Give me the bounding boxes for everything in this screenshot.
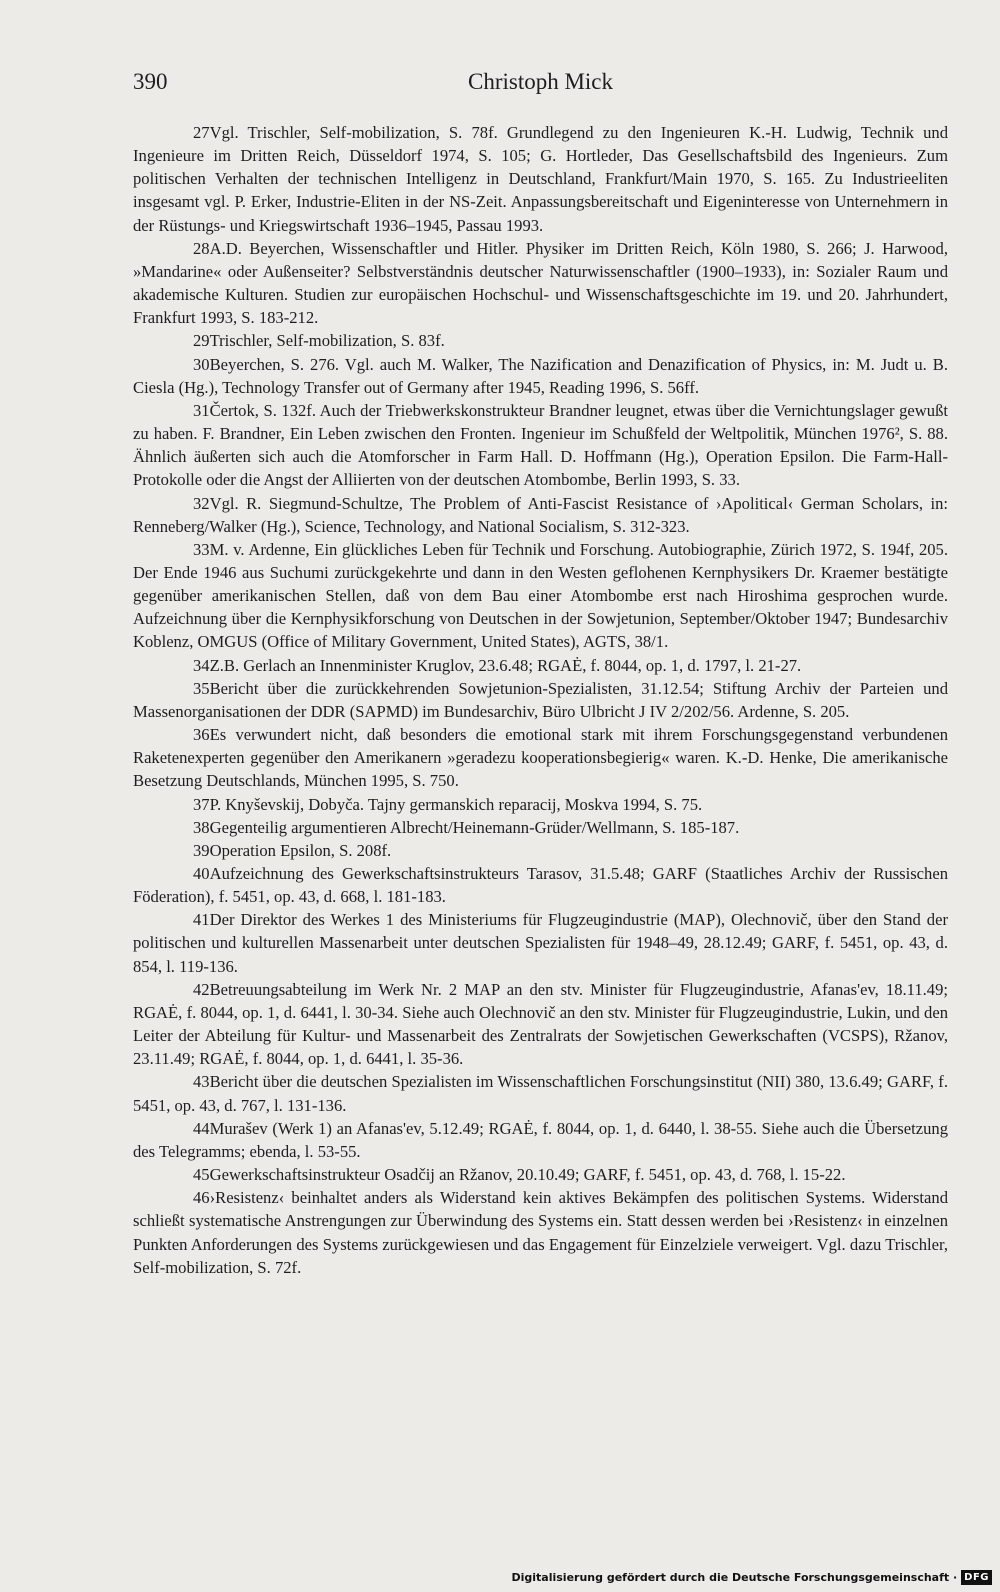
- footnote-text: M. v. Ardenne, Ein glückliches Leben für Technik und Forschung. Autobiographie, Zürich 1972, S. 194f, 205. Der Ende 1946 aus Suchumi zurückgekehrte und dann in den Westen geflohenen Kernphysikers Dr. Kraemer bestätigte gegenüber amerikanischen Stellen, daß von dem Bau einer Atombombe erst nach Hiroshima gesprochen wurde. Aufzeichnung über die Kernphysikforschung von Deutschen in der Sowjetunion, September/Oktober 1947; Bundesarchiv Koblenz, OMGUS (Office of Military Government, United States), AGTS, 38/1.: [133, 539, 948, 652]
- footnote-text: ›Resistenz‹ beinhaltet anders als Widerstand kein aktives Bekämpfen des politischen Systems. Widerstand schließt systematische Anstrengungen zur Überwindung des Systems ein. Statt dessen werden bei ›Resistenz‹ in einzelnen Punkten Anforderungen des Systems zurückgewiesen und das Engagement für Einzelziele verweigert. Vgl. dazu Trischler, Self-mobilization, S. 72f.: [133, 1188, 948, 1277]
- footnote-number: 37: [193, 794, 210, 814]
- footnotes: [133, 121, 948, 1279]
- footnote: [133, 908, 948, 977]
- footnote: [133, 1163, 948, 1186]
- running-head: [133, 64, 948, 100]
- footnote: [133, 329, 948, 352]
- footnote-text: Betreuungsabteilung im Werk Nr. 2 MAP an den stv. Minister für Flugzeugindustrie, Afanas'ev, 18.11.49; RGAĖ, f. 8044, op. 1, d. 6441, l. 30-34. Siehe auch Olechnovič an den stv. Minister für Flugzeugindustrie, Lukin, und den Leiter der Abteilung für Kultur- und Massenarbeit des Zentralrats der Sowjetischen Gewerkschaften (VCSPS), Ržanov, 23.11.49; RGAĖ, f. 8044, op. 1, d. 6441, l. 35-36.: [133, 979, 948, 1069]
- footnote-number: 34: [193, 655, 210, 675]
- footnote-text: Gegenteilig argumentieren Albrecht/Heinemann-Grüder/Wellmann, S. 185-187.: [209, 817, 740, 837]
- footnote-text: Gewerkschaftsinstrukteur Osadčij an Ržanov, 20.10.49; GARF, f. 5451, op. 43, d. 768, l. 15-22.: [209, 1165, 846, 1185]
- footnote-number: 41: [193, 910, 210, 930]
- footnote: [133, 353, 948, 399]
- footnote: [133, 793, 948, 816]
- footnote: [133, 839, 948, 862]
- footnote-text: P. Knyševskij, Dobyča. Tajny germanskich reparacij, Moskva 1994, S. 75.: [209, 794, 703, 814]
- dfg-logo: DFG: [961, 1570, 992, 1585]
- footnote-text: Trischler, Self-mobilization, S. 83f.: [209, 331, 445, 351]
- footnote-number: 28: [193, 238, 210, 258]
- footnote-number: 27: [193, 123, 210, 142]
- footnote-number: 36: [193, 725, 210, 745]
- footnote-text: Der Direktor des Werkes 1 des Ministeriums für Flugzeugindustrie (MAP), Olechnovič, über den Stand der politischen und kulturellen Massenarbeit unter deutschen Spezialisten für 1948–49, 28.12.49; GARF, f. 5451, op. 43, d. 854, l. 119-136.: [133, 910, 948, 976]
- footnote-text: Čertok, S. 132f. Auch der Triebwerkskonstrukteur Brandner leugnet, etwas über die Vernichtungslager gewußt zu haben. F. Brandner, Ein Leben zwischen den Fronten. Ingenieur im Schußfeld der Weltpolitik, München 1976², S. 88. Ähnlich äußerten sich auch die Atomforscher in Farm Hall. D. Hoffmann (Hg.), Operation Epsilon. Die Farm-Hall-Protokolle oder die Angst der Alliierten von der deutschen Atombombe, Berlin 1993, S. 33.: [133, 400, 948, 490]
- footnote: [133, 492, 948, 538]
- footnote: [133, 862, 948, 908]
- footnote-text: Vgl. Trischler, Self-mobilization, S. 78f. Grundlegend zu den Ingenieuren K.-H. Ludwig, Technik und Ingenieure im Dritten Reich, Düsseldorf 1974, S. 105; G. Hortleder, Das Gesellschaftsbild des Ingenieurs. Zum politischen Verhalten der technischen Intelligenz in Deutschland, Frankfurt/Main 1970, S. 165. Zu Industrieeliten insgesamt vgl. P. Erker, Industrie-Eliten in der NS-Zeit. Anpassungsbereitschaft und Eigeninteresse von Unternehmern in der Rüstungs- und Kriegswirtschaft 1936–1945, Passau 1993.: [133, 123, 948, 235]
- footnote: [133, 1117, 948, 1163]
- footnote-number: 38: [193, 817, 210, 837]
- footnote-text: Bericht über die zurückkehrenden Sowjetunion-Spezialisten, 31.12.54; Stiftung Archiv der Parteien und Massenorganisationen der DDR (SAPMD) im Bundesarchiv, Büro Ulbricht J IV 2/202/56. Ardenne, S. 205.: [133, 678, 948, 721]
- funding-text: Digitalisierung gefördert durch die Deutsche Forschungsgemeinschaft ·: [511, 1570, 958, 1584]
- footnote-number: 35: [193, 678, 210, 698]
- footnote-text: Bericht über die deutschen Spezialisten im Wissenschaftlichen Forschungsinstitut (NII) 380, 13.6.49; GARF, f. 5451, op. 43, d. 767, l. 131-136.: [133, 1072, 948, 1115]
- footnote: [133, 1186, 948, 1279]
- footnote-number: 45: [193, 1165, 210, 1185]
- footnote-text: A.D. Beyerchen, Wissenschaftler und Hitler. Physiker im Dritten Reich, Köln 1980, S. 266; J. Harwood, »Mandarine« oder Außenseiter? Selbstverständnis deutscher Naturwissenschaftler (1900–1933), in: Sozialer Raum und akademische Kulturen. Studien zur europäischen Hochschul- und Wissenschaftsgeschichte im 19. und 20. Jahrhundert, Frankfurt 1993, S. 183-212.: [133, 238, 948, 328]
- footnote: [133, 538, 948, 654]
- digitization-credit: [511, 1568, 992, 1586]
- footnote: [133, 237, 948, 330]
- footnote-number: 44: [193, 1118, 210, 1138]
- footnote-number: 40: [193, 864, 210, 883]
- footnote-text: Es verwundert nicht, daß besonders die emotional stark mit ihrem Forschungsgegenstand verbundenen Raketenexperten gegenüber den Amerikanern »geradezu kooperationsbegierig« waren. K.-D. Henke, Die amerikanische Besetzung Deutschlands, München 1995, S. 750.: [133, 725, 948, 791]
- footnote-text: Aufzeichnung des Gewerkschaftsinstrukteurs Tarasov, 31.5.48; GARF (Staatliches Archiv der Russischen Föderation), f. 5451, op. 43, d. 668, l. 181-183.: [133, 864, 948, 907]
- footnote-text: Murašev (Werk 1) an Afanas'ev, 5.12.49; RGAĖ, f. 8044, op. 1, d. 6440, l. 38-55. Siehe auch die Übersetzung des Telegramms; ebenda, l. 53-55.: [133, 1118, 948, 1161]
- footnote: [133, 978, 948, 1071]
- footnote-text: Operation Epsilon, S. 208f.: [209, 840, 392, 860]
- footnote: [133, 121, 948, 237]
- footnote: [133, 654, 948, 677]
- footnote-number: 42: [193, 979, 210, 999]
- footnote-number: 30: [193, 354, 210, 374]
- footnote-text: Vgl. R. Siegmund-Schultze, The Problem of Anti-Fascist Resistance of ›Apolitical‹ German Scholars, in: Renneberg/Walker (Hg.), Science, Technology, and National Socialism, S. 312-323.: [133, 493, 948, 536]
- footnote: [133, 399, 948, 492]
- footnote-number: 46: [193, 1188, 210, 1208]
- footnote-text: Z.B. Gerlach an Innenminister Kruglov, 23.6.48; RGAĖ, f. 8044, op. 1, d. 1797, l. 21-27.: [209, 655, 802, 675]
- footnote: [133, 677, 948, 723]
- footnote-number: 39: [193, 840, 210, 860]
- footnote-number: 31: [193, 400, 210, 420]
- footnote-number: 43: [193, 1072, 210, 1092]
- footnote-number: 29: [193, 331, 210, 351]
- footnote-text: Beyerchen, S. 276. Vgl. auch M. Walker, The Nazification and Denazification of Physics, in: M. Judt u. B. Ciesla (Hg.), Technology Transfer out of Germany after 1945, Reading 1996, S. 56ff.: [133, 354, 948, 397]
- author-name: Christoph Mick: [467, 69, 614, 94]
- footnote-number: 32: [193, 493, 210, 513]
- footnote-number: 33: [193, 539, 210, 559]
- footnote: [133, 1070, 948, 1116]
- page-number: 390: [133, 69, 168, 94]
- footnote: [133, 723, 948, 792]
- footnote: [133, 816, 948, 839]
